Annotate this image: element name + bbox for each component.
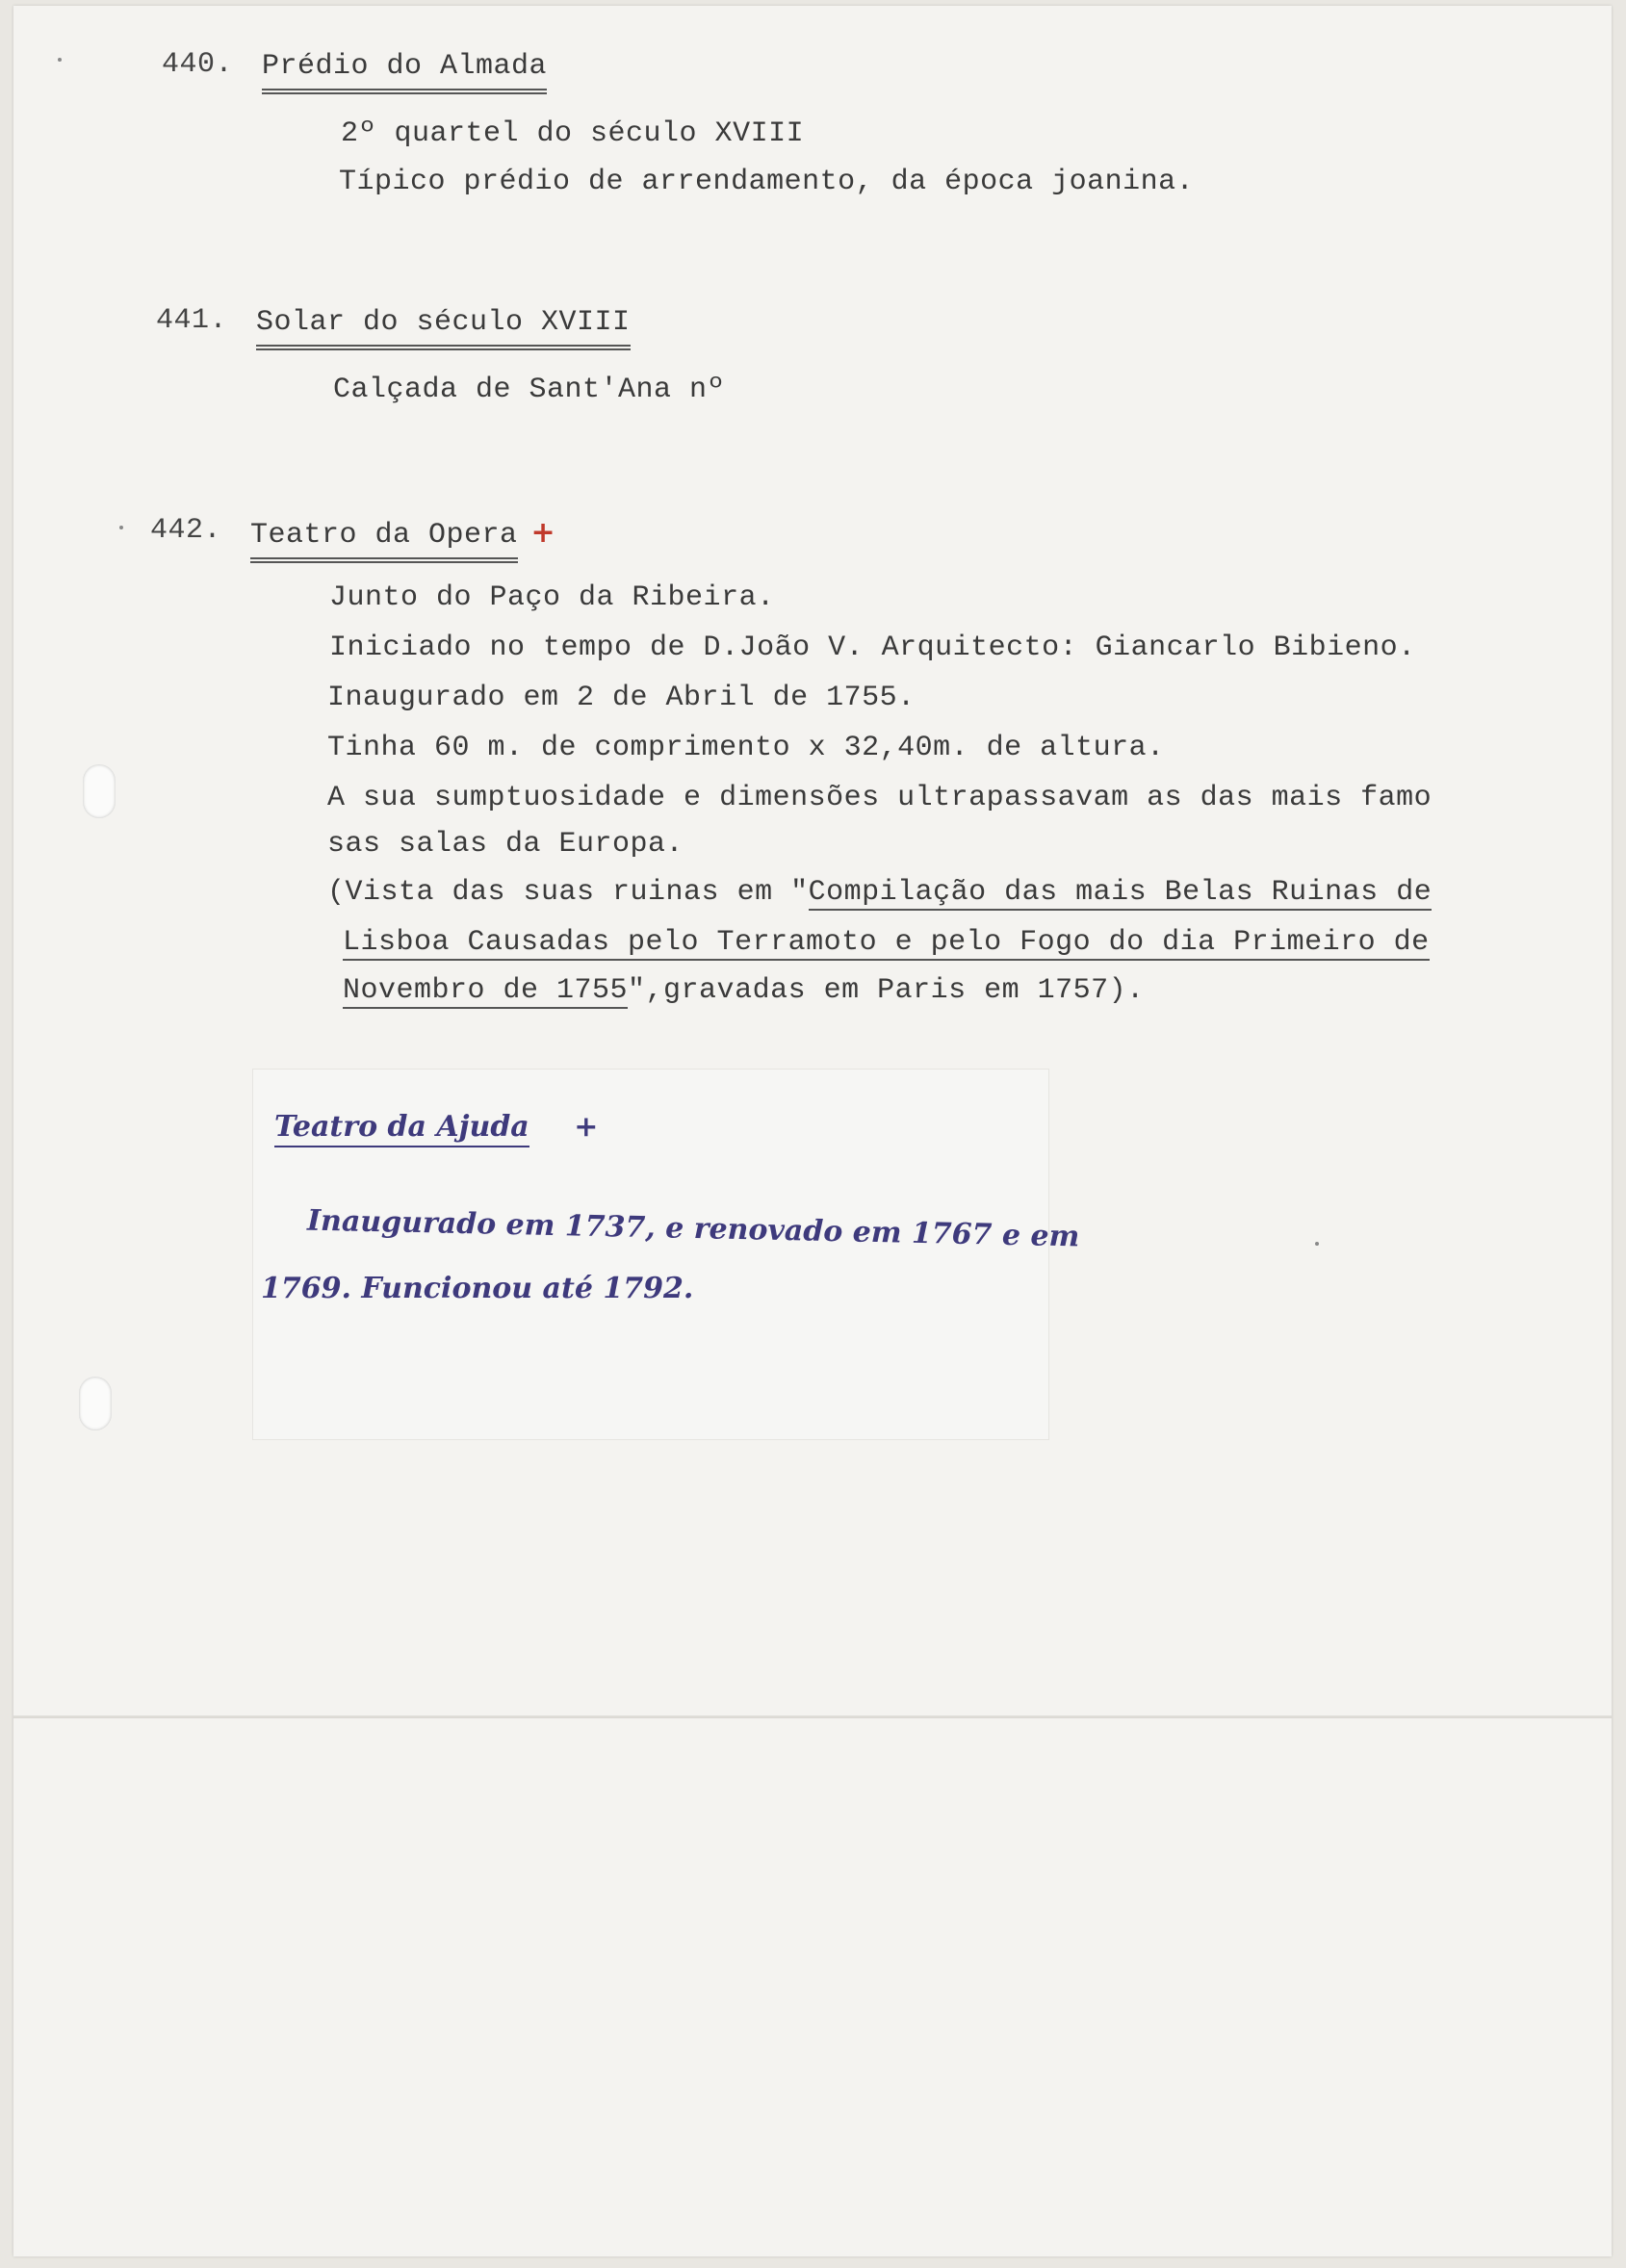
red-cross-mark: +: [530, 516, 556, 550]
paper-speck: [119, 526, 123, 529]
handwritten-note-line: 1769. Funcionou até 1792.: [261, 1272, 694, 1305]
handwritten-note-title: Teatro da Ajuda: [274, 1110, 529, 1147]
reference-suffix: ",gravadas em Paris em 1757).: [628, 974, 1145, 1007]
entry-line: Tinha 60 m. de comprimento x 32,40m. de altura.: [327, 732, 1165, 764]
entry-line: Típico prédio de arrendamento, da época joanina.: [339, 166, 1195, 198]
entry-line: Calçada de Sant'Ana nº: [333, 374, 726, 406]
reference-work-title: Novembro de 1755: [343, 974, 629, 1007]
entry-title-wrap: [256, 306, 631, 347]
entry-line: A sua sumptuosidade e dimensões ultrapassavam as das mais famo: [327, 782, 1432, 814]
entry-title-wrap: [250, 516, 555, 559]
entry-number: 442.: [150, 514, 222, 547]
reference-prefix: (Vista das suas ruinas em ": [327, 876, 809, 909]
entry-title: Solar do século XVIII: [256, 306, 631, 347]
entry-title: Prédio do Almada: [262, 50, 547, 90]
handwritten-cross-mark: +: [574, 1110, 599, 1144]
reference-line-1: [327, 876, 1432, 909]
paper-speck: [58, 58, 62, 62]
entry-line: Iniciado no tempo de D.João V. Arquitecto: Giancarlo Bibieno.: [329, 631, 1416, 664]
entry-line: sas salas da Europa.: [327, 828, 684, 861]
paper-speck: [1315, 1242, 1319, 1246]
entry-title-wrap: [262, 50, 547, 90]
punch-hole-bottom: [79, 1377, 112, 1430]
reference-line-3: [343, 974, 1145, 1007]
paper-fold-line: [13, 1715, 1612, 1718]
reference-work-title: Lisboa Causadas pelo Terramoto e pelo Fogo do dia Primeiro de: [343, 926, 1430, 959]
punch-hole-top: [83, 764, 116, 818]
entry-number: 440.: [162, 48, 234, 81]
entry-line: Junto do Paço da Ribeira.: [329, 581, 775, 614]
reference-work-title: Compilação das mais Belas Ruinas de: [808, 876, 1432, 909]
handwritten-note-line: Inaugurado em 1737, e renovado em 1767 e em: [306, 1203, 1080, 1254]
entry-line: 2º quartel do século XVIII: [341, 117, 805, 150]
entry-line: Inaugurado em 2 de Abril de 1755.: [327, 682, 916, 714]
handwritten-note-slip: [252, 1069, 1080, 1440]
entry-title: Teatro da Opera: [250, 519, 518, 559]
reference-line-2: [343, 926, 1430, 959]
handwritten-note-title-row: [274, 1110, 598, 1144]
entry-number: 441.: [156, 304, 228, 337]
